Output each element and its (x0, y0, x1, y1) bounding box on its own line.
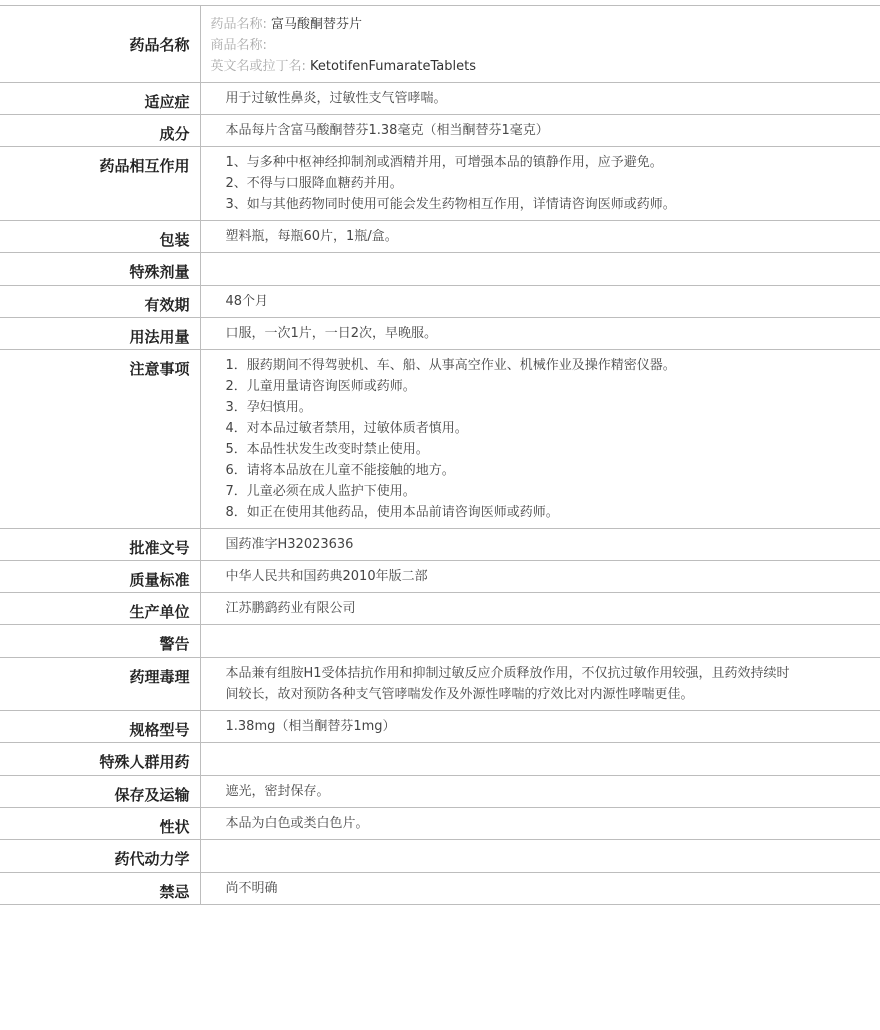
row-value-line: 8．如正在使用其他药品，使用本品前请咨询医师或药师。 (225, 505, 559, 520)
table-row (0, 808, 880, 840)
row-value-paragraph: 本品兼有组胺H1受体拮抗作用和抑制过敏反应介质释放作用，不仅抗过敏作用较强，且药效持续时间较长，故对预防各种支气管哮喘发作及外源性哮喘的疗效比对内源性哮喘更佳。 (225, 666, 790, 702)
row-value-line: 4．对本品过敏者禁用，过敏体质者慎用。 (225, 421, 468, 436)
table-row (0, 286, 880, 318)
drug-spec-table-body (0, 6, 880, 905)
row-label: 特殊剂量 (0, 253, 200, 286)
row-value-line: 1．服药期间不得驾驶机、车、船、从事高空作业、机械作业及操作精密仪器。 (225, 358, 676, 373)
row-label: 成分 (0, 115, 200, 147)
row-label: 适应症 (0, 83, 200, 115)
row-value-lines (226, 83, 880, 114)
table-row (0, 658, 880, 711)
table-row-drug-name (0, 6, 880, 83)
row-value-lines (226, 253, 880, 285)
latin-name-line (211, 56, 880, 77)
row-value (200, 350, 880, 529)
row-value (200, 286, 880, 318)
row-value-line: 48个月 (225, 294, 269, 309)
row-value-line: 尚不明确 (225, 881, 278, 896)
row-value (200, 221, 880, 253)
row-label: 药品名称 (0, 6, 200, 83)
row-value-line: 7．儿童必须在成人监护下使用。 (225, 484, 416, 499)
row-value (200, 593, 880, 625)
row-label: 药品相互作用 (0, 147, 200, 221)
row-label: 药代动力学 (0, 840, 200, 873)
row-value-line: 1.38mg（相当酮替芬1mg） (225, 719, 396, 734)
generic-name-key: 药品名称: (210, 17, 267, 32)
row-label: 有效期 (0, 286, 200, 318)
row-value (200, 561, 880, 593)
row-label: 质量标准 (0, 561, 200, 593)
row-value-lines (226, 221, 880, 252)
row-label: 禁忌 (0, 873, 200, 905)
row-value-line: 3．孕妇慎用。 (225, 400, 312, 415)
row-value-line: 本品为白色或类白色片。 (225, 816, 369, 831)
row-value-line: 遮光，密封保存。 (225, 784, 330, 799)
row-value-line: 口服，一次1片，一日2次，早晚服。 (225, 326, 438, 341)
row-value-lines (226, 561, 880, 592)
row-value (200, 743, 880, 776)
drug-name-block (201, 6, 880, 81)
row-value-line: 1、与多种中枢神经抑制剂或酒精并用，可增强本品的镇静作用，应予避免。 (225, 155, 663, 170)
row-label: 注意事项 (0, 350, 200, 529)
row-label: 批准文号 (0, 529, 200, 561)
row-value (200, 147, 880, 221)
row-value-line: 本品每片含富马酸酮替芬1.38毫克（相当酮替芬1毫克） (225, 123, 549, 138)
row-value-lines (226, 743, 880, 775)
row-label: 性状 (0, 808, 200, 840)
table-row (0, 776, 880, 808)
row-value-lines (226, 286, 880, 317)
trade-name-key: 商品名称: (210, 38, 267, 53)
row-label: 药理毒理 (0, 658, 200, 711)
table-row (0, 253, 880, 286)
row-value-lines (226, 593, 880, 624)
row-label: 生产单位 (0, 593, 200, 625)
row-label: 特殊人群用药 (0, 743, 200, 776)
table-row (0, 873, 880, 905)
table-row (0, 529, 880, 561)
table-row (0, 147, 880, 221)
row-value (200, 840, 880, 873)
row-value (200, 711, 880, 743)
table-row (0, 350, 880, 529)
row-label: 包装 (0, 221, 200, 253)
row-label: 警告 (0, 625, 200, 658)
table-row (0, 743, 880, 776)
row-value (200, 776, 880, 808)
row-value-line: 中华人民共和国药典2010年版二部 (225, 569, 428, 584)
row-value-line: 2、不得与口服降血糖药并用。 (225, 176, 403, 191)
generic-name-value: 富马酸酮替芬片 (271, 17, 363, 32)
row-value (200, 115, 880, 147)
row-value (200, 318, 880, 350)
row-value (200, 808, 880, 840)
row-label: 用法用量 (0, 318, 200, 350)
table-row (0, 593, 880, 625)
row-value-lines (226, 529, 880, 560)
row-value (200, 658, 880, 711)
table-row (0, 318, 880, 350)
row-value-lines (226, 115, 880, 146)
row-value-line: 塑料瓶，每瓶60片，1瓶/盒。 (225, 229, 398, 244)
table-row (0, 711, 880, 743)
table-row (0, 561, 880, 593)
row-value-lines (226, 873, 880, 904)
row-value-lines (226, 840, 880, 872)
row-value (200, 873, 880, 905)
table-row (0, 83, 880, 115)
row-value-line: 国药准字H32023636 (225, 537, 354, 552)
row-value-lines (226, 147, 880, 220)
row-value-lines (226, 711, 880, 742)
drug-spec-table (0, 5, 880, 905)
row-value (200, 529, 880, 561)
table-row (0, 840, 880, 873)
row-value-line: 用于过敏性鼻炎，过敏性支气管哮喘。 (225, 91, 447, 106)
row-value-lines (226, 625, 880, 657)
row-value (200, 83, 880, 115)
row-label: 保存及运输 (0, 776, 200, 808)
row-value (200, 253, 880, 286)
row-value-lines (226, 776, 880, 807)
row-value-line: 3、如与其他药物同时使用可能会发生药物相互作用，详情请咨询医师或药师。 (225, 197, 676, 212)
row-value (200, 6, 880, 83)
row-label: 规格型号 (0, 711, 200, 743)
row-value-lines (226, 808, 880, 839)
latin-name-key: 英文名或拉丁名: (210, 59, 306, 74)
table-row (0, 221, 880, 253)
trade-name-line (211, 35, 880, 56)
row-value-lines (226, 658, 880, 710)
row-value-lines (226, 350, 880, 528)
table-row (0, 115, 880, 147)
table-row (0, 625, 880, 658)
row-value (200, 625, 880, 658)
generic-name-line (211, 14, 880, 35)
row-value-line: 江苏鹏鹞药业有限公司 (225, 601, 356, 616)
row-value-line: 6．请将本品放在儿童不能接触的地方。 (225, 463, 455, 478)
row-value-lines (226, 318, 880, 349)
row-value-line: 2．儿童用量请咨询医师或药师。 (225, 379, 416, 394)
latin-name-value: KetotifenFumarateTablets (310, 59, 477, 74)
row-value-line: 5．本品性状发生改变时禁止使用。 (225, 442, 429, 457)
